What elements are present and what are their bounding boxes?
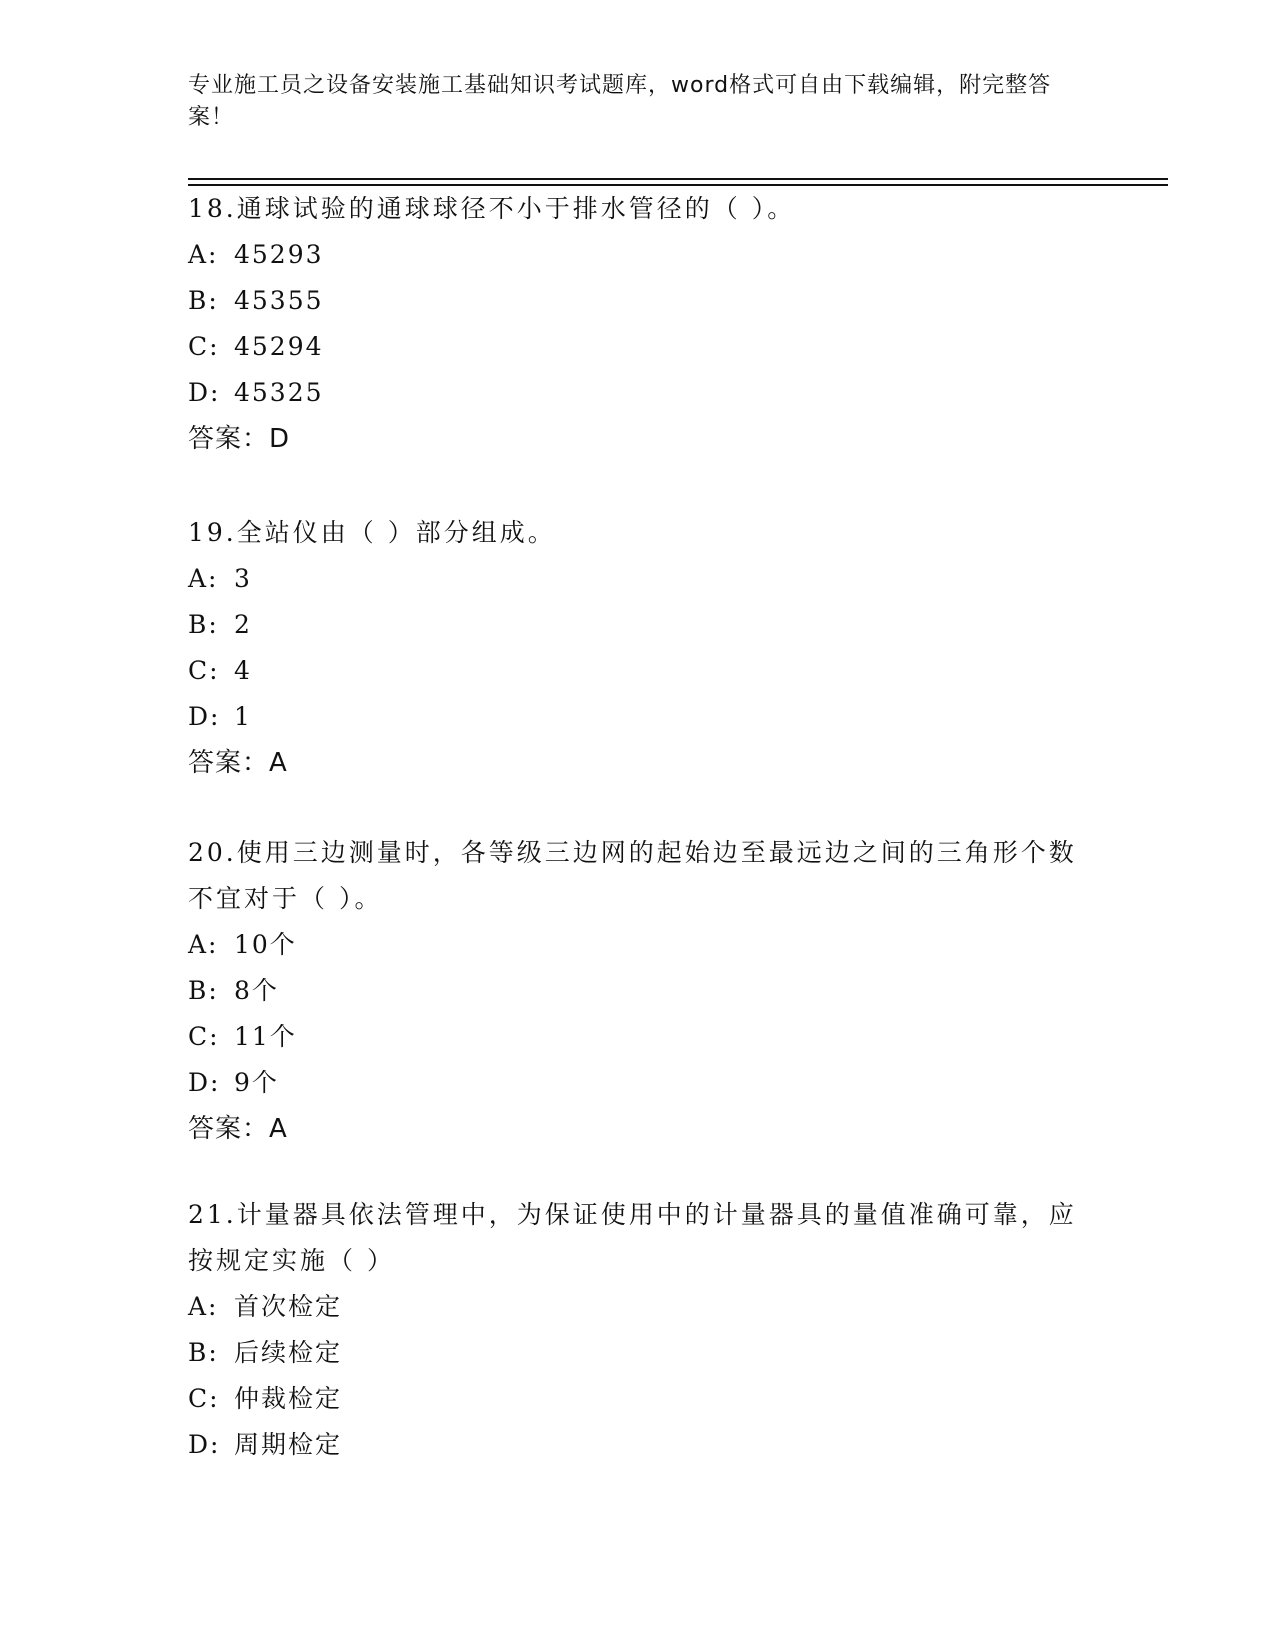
question-20 xyxy=(188,830,1088,1152)
option-key: A: xyxy=(188,240,219,269)
option-text: 2 xyxy=(234,610,252,639)
question-21 xyxy=(188,1192,1088,1468)
question-stem: 21.计量器具依法管理中，为保证使用中的计量器具的量值准确可靠，应按规定实施（ ） xyxy=(188,1200,1077,1275)
option-key: D: xyxy=(188,702,221,731)
option-key: A: xyxy=(188,930,219,959)
document-title: 专业施工员之设备安装施工基础知识考试题库，word格式可自由下载编辑，附完整答案！ xyxy=(188,73,1052,130)
header-divider-top xyxy=(188,178,1168,180)
option-text: 1 xyxy=(234,702,252,731)
answer-label: 答案：A xyxy=(188,1114,288,1144)
option-b xyxy=(188,968,1088,1014)
option-key: D: xyxy=(188,1068,221,1097)
option-text: 11个 xyxy=(234,1022,297,1051)
option-text: 8个 xyxy=(234,976,279,1005)
option-key: B: xyxy=(188,286,219,315)
option-key: D: xyxy=(188,378,221,407)
question-19 xyxy=(188,510,1088,786)
option-text: 45293 xyxy=(234,240,324,269)
option-key: D: xyxy=(188,1430,221,1459)
question-stem: 20.使用三边测量时，各等级三边网的起始边至最远边之间的三角形个数不宜对于（ ）。 xyxy=(188,838,1077,913)
option-text: 首次检定 xyxy=(234,1292,343,1321)
option-a xyxy=(188,556,1088,602)
option-text: 4 xyxy=(234,656,252,685)
option-text: 仲裁检定 xyxy=(234,1384,343,1413)
option-text: 45355 xyxy=(234,286,324,315)
option-text: 9个 xyxy=(234,1068,279,1097)
option-text: 周期检定 xyxy=(234,1430,343,1459)
option-c xyxy=(188,1376,1088,1422)
option-key: C: xyxy=(188,656,220,685)
option-key: C: xyxy=(188,1022,220,1051)
option-key: A: xyxy=(188,564,219,593)
option-text: 后续检定 xyxy=(234,1338,343,1367)
option-a xyxy=(188,232,1088,278)
option-b xyxy=(188,1330,1088,1376)
option-b xyxy=(188,602,1088,648)
option-b xyxy=(188,278,1088,324)
option-d xyxy=(188,1060,1088,1106)
option-d xyxy=(188,1422,1088,1468)
option-c xyxy=(188,324,1088,370)
option-text: 45325 xyxy=(234,378,324,407)
option-text: 45294 xyxy=(234,332,324,361)
option-key: B: xyxy=(188,976,219,1005)
question-stem: 18.通球试验的通球球径不小于排水管径的（ ）。 xyxy=(188,194,796,223)
option-a xyxy=(188,922,1088,968)
option-key: B: xyxy=(188,1338,219,1367)
option-d xyxy=(188,370,1088,416)
option-key: C: xyxy=(188,1384,220,1413)
option-c xyxy=(188,1014,1088,1060)
question-18 xyxy=(188,186,1088,462)
answer-label: 答案：A xyxy=(188,748,288,778)
option-c xyxy=(188,648,1088,694)
answer-label: 答案：D xyxy=(188,424,291,454)
option-a xyxy=(188,1284,1088,1330)
option-d xyxy=(188,694,1088,740)
option-text: 3 xyxy=(234,564,252,593)
option-key: C: xyxy=(188,332,220,361)
question-stem: 19.全站仪由（ ）部分组成。 xyxy=(188,518,556,547)
option-text: 10个 xyxy=(234,930,297,959)
option-key: A: xyxy=(188,1292,219,1321)
option-key: B: xyxy=(188,610,219,639)
